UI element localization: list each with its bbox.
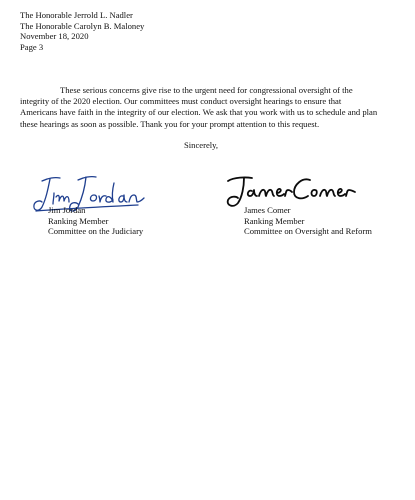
signer-name: James Comer (244, 205, 291, 215)
recipient-line-2: The Honorable Carolyn B. Maloney (20, 20, 145, 31)
signer-comer (244, 205, 372, 237)
recipient-line-1: The Honorable Jerrold L. Nadler (20, 10, 133, 20)
letter-date: November 18, 2020 (20, 31, 89, 42)
signer-committee: Committee on the Judiciary (48, 226, 144, 237)
signer-title: Ranking Member (244, 215, 305, 226)
signer-title: Ranking Member (48, 215, 109, 226)
body-paragraph: These serious concerns give rise to the urgent need for congressional oversight of the integrity of the 2020 election. Our committees must conduct oversight hearings to ensure that Americans have faith in the integrity of our election. We ask that you work with us to schedule and plan these hearings as soon as possible. Thank you for your prompt attention to this request. (20, 85, 378, 129)
page-number: Page 3 (20, 41, 44, 52)
closing-salutation: Sincerely, (184, 140, 219, 150)
signer-committee: Committee on Oversight and Reform (244, 226, 372, 237)
letter-header (20, 10, 144, 52)
signer-jordan (48, 205, 143, 237)
signer-name: Jim Jordan (48, 205, 86, 215)
